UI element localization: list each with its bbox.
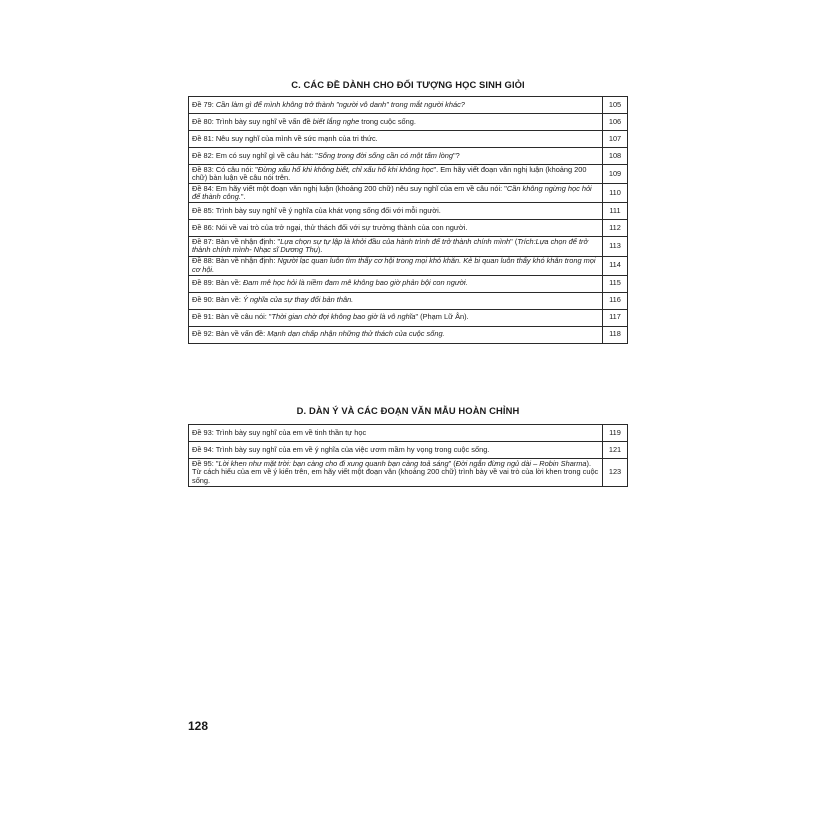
toc-entry-italic: Lựa chọn sự tự lập là khởi đầu của hành trình để trở thành chính mình (280, 236, 511, 246)
toc-entry-segment: Đề 84: Em hãy viết một đoạn văn nghị luận (khoảng 200 chữ) nêu suy nghĩ của em về câu nói: " (192, 183, 507, 193)
toc-entry-segment: Đề 90: Bàn về: (192, 295, 243, 305)
toc-entry-italic: Lời khen như mặt trời: bạn càng cho đi xung quanh bạn càng toả sáng (218, 458, 449, 468)
section-d-heading: D. DÀN Ý VÀ CÁC ĐOẠN VĂN MẪU HOÀN CHỈNH (296, 405, 520, 416)
toc-entry-segment: Đề 94: Trình bày suy nghĩ của em về ý nghĩa của việc ươm mầm hy vọng trong cuộc sống. (192, 444, 490, 454)
toc-entry-text (189, 220, 603, 237)
toc-page-number: 117 (603, 309, 628, 326)
toc-entry-italic: Cần làm gì để mình không trở thành "người vô danh" trong mắt người khác? (215, 99, 465, 109)
toc-page-number: 113 (603, 237, 628, 256)
toc-entry-text (189, 292, 603, 309)
page-number: 128 (188, 719, 209, 733)
toc-page-number: 123 (603, 459, 628, 487)
toc-entry-segment: Đề 80: Trình bày suy nghĩ về vấn đề (192, 116, 313, 126)
section-d-table (188, 424, 628, 487)
toc-row (189, 275, 628, 292)
section-d-rows (189, 425, 628, 487)
toc-row (189, 220, 628, 237)
toc-row (189, 148, 628, 165)
toc-entry-text (189, 459, 603, 487)
toc-entry-text (189, 309, 603, 326)
toc-entry-italic: Đời ngắn đừng ngủ dài – Robin Sharma (455, 458, 587, 468)
toc-page-number: 108 (603, 148, 628, 165)
toc-entry-segment: " ( (448, 458, 456, 468)
toc-entry-text (189, 165, 603, 184)
toc-page-number: 105 (603, 97, 628, 114)
toc-entry-text (189, 148, 603, 165)
toc-entry-segment: Đề 88: Bàn về nhận định: (192, 256, 278, 266)
toc-row (189, 184, 628, 203)
toc-entry-segment: Đề 87: Bàn về nhận định: " (192, 236, 281, 246)
section-c-heading: C. CÁC ĐỀ DÀNH CHO ĐỐI TƯỢNG HỌC SINH GIỎI (291, 79, 525, 90)
toc-entry-text (189, 256, 603, 275)
toc-row (189, 114, 628, 131)
toc-row (189, 203, 628, 220)
toc-page-number: 119 (603, 425, 628, 442)
toc-entry-segment: Đề 86: Nói về vai trò của trở ngại, thử thách đối với sự trưởng thành của con người. (192, 223, 468, 233)
toc-entry-segment: Đề 92: Bàn về vấn đề: (192, 329, 268, 339)
toc-page-number: 107 (603, 131, 628, 148)
toc-entry-italic: Ý nghĩa của sự thay đổi bản thân. (242, 295, 354, 305)
toc-page-number: 106 (603, 114, 628, 131)
toc-entry-text (189, 237, 603, 256)
toc-row (189, 309, 628, 326)
toc-entry-italic: biết lắng nghe (312, 116, 360, 126)
toc-page-number: 121 (603, 442, 628, 459)
toc-entry-text (189, 131, 603, 148)
toc-row (189, 237, 628, 256)
toc-row (189, 326, 628, 343)
toc-row (189, 131, 628, 148)
toc-page-number: 114 (603, 256, 628, 275)
toc-entry-italic: Đam mê học hỏi là niềm đam mê không bao giờ phản bội con người. (242, 278, 468, 288)
toc-page-number: 118 (603, 326, 628, 343)
toc-page-number: 116 (603, 292, 628, 309)
toc-row (189, 256, 628, 275)
toc-entry-text (189, 425, 603, 442)
toc-entry-text (189, 442, 603, 459)
toc-page-number: 111 (603, 203, 628, 220)
toc-entry-italic: Cần không ngừng học hỏi để thành công. (192, 183, 592, 202)
toc-entry-italic: Sống trong đời sống cần có một tấm lòng (317, 150, 453, 160)
toc-page-number: 112 (603, 220, 628, 237)
toc-entry-text (189, 326, 603, 343)
toc-entry-segment: trong cuộc sống. (359, 116, 416, 126)
toc-entry-text (189, 114, 603, 131)
toc-entry-segment: ). (317, 245, 323, 255)
toc-entry-italic: Trích:Lựa chọn để trở thành chính mình- Nhạc sĩ Dương Thụ (192, 236, 588, 255)
toc-entry-segment: Đề 81: Nêu suy nghĩ của mình về sức mạnh của tri thức. (192, 133, 378, 143)
toc-entry-text (189, 203, 603, 220)
toc-entry-segment: Đề 83: Có câu nói: " (192, 164, 258, 174)
toc-entry-segment: "? (453, 150, 460, 160)
toc-page-number: 109 (603, 165, 628, 184)
toc-entry-segment: Đề 89: Bàn về: (192, 278, 243, 288)
toc-entry-segment: Đề 95: " (192, 458, 219, 468)
toc-entry-segment: " (Phạm Lữ Ân). (415, 312, 469, 322)
toc-page-number: 110 (603, 184, 628, 203)
toc-page-number: 115 (603, 275, 628, 292)
toc-entry-segment: ". (240, 192, 246, 202)
toc-entry-segment: Đề 79: (192, 99, 216, 109)
toc-row (189, 459, 628, 487)
section-c-table (188, 96, 628, 344)
toc-entry-italic: Mạnh dạn chấp nhận những thử thách của cuộc sống. (267, 329, 445, 339)
toc-entry-italic: Thời gian chờ đợi không bao giờ là vô nghĩa (271, 312, 416, 322)
toc-row (189, 165, 628, 184)
toc-entry-segment: Đề 93: Trình bày suy nghĩ của em về tinh thần tự học (192, 427, 367, 437)
toc-entry-text (189, 97, 603, 114)
toc-entry-segment: ). Từ cách hiểu của em về ý kiến trên, em hãy viết một đoạn văn (khoảng 200 chữ) trình bày về vai trò của lời khen trong cuộc sống. (192, 458, 599, 485)
toc-entry-italic: Đừng xấu hổ khi không biết, chỉ xấu hổ khi không học (257, 164, 434, 174)
toc-entry-segment: Đề 82: Em có suy nghĩ gì về câu hát: " (192, 150, 318, 160)
toc-row (189, 292, 628, 309)
toc-row (189, 425, 628, 442)
toc-entry-text (189, 184, 603, 203)
toc-entry-segment: Đề 85: Trình bày suy nghĩ về ý nghĩa của khát vọng sống đối với mỗi người. (192, 206, 441, 216)
toc-entry-italic: Người lạc quan luôn tìm thấy cơ hội trong mọi khó khăn. Kẻ bi quan luôn thấy khó khăn trong mọi cơ hội. (192, 256, 596, 274)
toc-row (189, 442, 628, 459)
toc-entry-segment: Đề 91: Bàn về câu nói: " (192, 312, 272, 322)
section-c-rows (189, 97, 628, 344)
toc-entry-text (189, 275, 603, 292)
toc-row (189, 97, 628, 114)
toc-entry-segment: ". Em hãy viết đoạn văn nghị luận (khoảng 200 chữ) bàn luận về câu nói trên. (192, 164, 587, 183)
toc-entry-segment: " ( (510, 236, 518, 246)
